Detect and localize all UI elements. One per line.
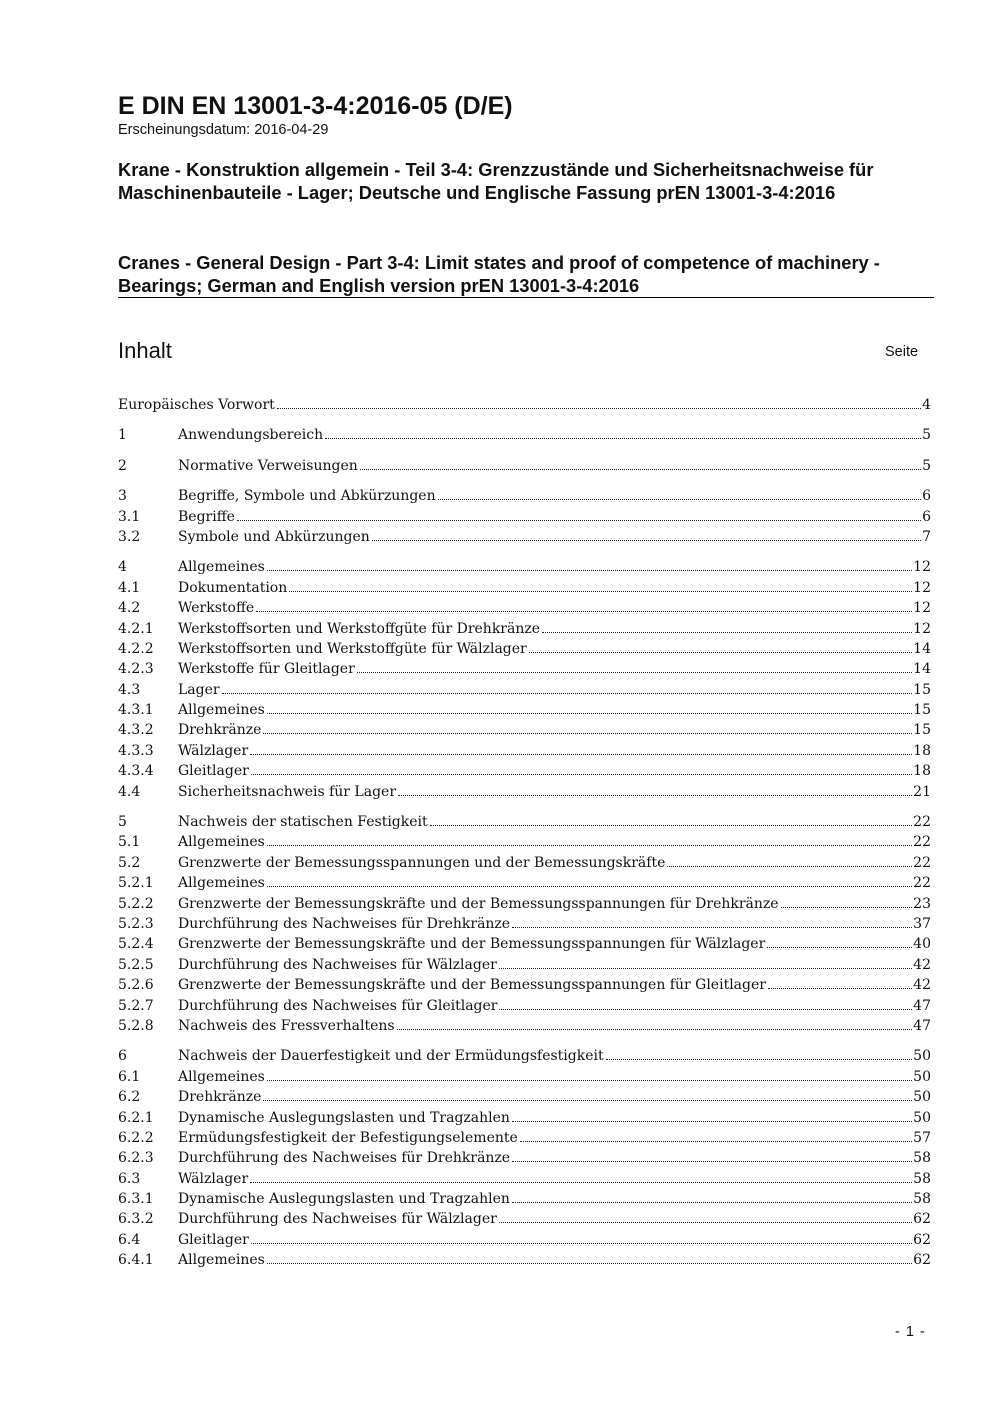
toc-entry-page: 4 bbox=[922, 397, 931, 413]
toc-entry-page: 47 bbox=[913, 1017, 931, 1034]
toc-entry-page: 42 bbox=[913, 977, 931, 994]
toc-entry-title: Durchführung des Nachweises für Gleitlager bbox=[178, 997, 498, 1014]
toc-entry-page: 18 bbox=[913, 763, 931, 780]
toc-entry-title: Grenzwerte der Bemessungskräfte und der Bemessungsspannungen für Gleitlager bbox=[178, 977, 766, 994]
toc-leader-dots bbox=[397, 1015, 913, 1030]
toc-entry[interactable] bbox=[118, 526, 931, 546]
toc-entry[interactable] bbox=[118, 760, 931, 780]
toc-leader-dots bbox=[499, 995, 912, 1010]
toc-entry-page: 6 bbox=[922, 508, 931, 525]
toc-entry-page: 12 bbox=[913, 559, 931, 576]
toc-entry-page: 22 bbox=[913, 834, 931, 851]
toc-entry[interactable] bbox=[118, 394, 931, 414]
toc-leader-dots bbox=[767, 933, 912, 948]
toc-entry-page: 12 bbox=[913, 620, 931, 637]
toc-entry-title: Dokumentation bbox=[178, 579, 288, 596]
toc-entry-number: 4.3 bbox=[118, 681, 141, 698]
toc-entry-number: 4.3.4 bbox=[118, 763, 154, 780]
toc-entry-title: Grenzwerte der Bemessungskräfte und der Bemessungsspannungen für Drehkränze bbox=[178, 895, 779, 912]
toc-entry[interactable] bbox=[118, 1168, 931, 1188]
toc-leader-dots bbox=[251, 1229, 912, 1244]
toc-entry-page: 18 bbox=[913, 742, 931, 759]
toc-entry-title: Durchführung des Nachweises für Wälzlager bbox=[178, 1211, 497, 1228]
toc-entry-page: 12 bbox=[913, 600, 931, 617]
toc-leader-dots bbox=[542, 618, 912, 633]
toc-entry-title: Nachweis der Dauerfestigkeit und der Ermüdungsfestigkeit bbox=[178, 1048, 604, 1065]
toc-entry-number: 5.2.2 bbox=[118, 895, 154, 912]
toc-heading: Inhalt bbox=[118, 338, 172, 363]
toc-leader-dots bbox=[277, 394, 921, 409]
toc-entry-number: 4 bbox=[118, 559, 127, 576]
toc-entry-number: 6.3 bbox=[118, 1170, 141, 1187]
toc-leader-dots bbox=[667, 852, 912, 867]
toc-entry-number: 4.2 bbox=[118, 600, 141, 617]
toc-leader-dots bbox=[267, 831, 912, 846]
toc-entry-title: Nachweis der statischen Festigkeit bbox=[178, 814, 428, 831]
toc-entry-page: 58 bbox=[913, 1150, 931, 1167]
toc-entry[interactable] bbox=[118, 1086, 931, 1106]
toc-entry[interactable] bbox=[118, 455, 931, 475]
toc-leader-dots bbox=[512, 1107, 912, 1122]
toc-entry-page: 14 bbox=[913, 661, 931, 678]
toc-leader-dots bbox=[512, 1188, 912, 1203]
toc-entry-page: 58 bbox=[913, 1170, 931, 1187]
toc-entry-title: Ermüdungsfestigkeit der Befestigungselemente bbox=[178, 1129, 518, 1146]
toc-leader-dots bbox=[520, 1127, 912, 1142]
toc-entry-number: 5.2.3 bbox=[118, 915, 154, 932]
toc-leader-dots bbox=[768, 974, 912, 989]
toc-leader-dots bbox=[251, 760, 912, 775]
toc-entry-number: 5.1 bbox=[118, 834, 141, 851]
toc-entry-title: Wälzlager bbox=[178, 1170, 249, 1187]
toc-entry-title: Begriffe, Symbole und Abkürzungen bbox=[178, 488, 436, 505]
toc-entry[interactable] bbox=[118, 597, 931, 617]
toc-entry-page: 40 bbox=[913, 936, 931, 953]
toc-entry-title: Anwendungsbereich bbox=[178, 427, 324, 444]
toc-entry-title: Allgemeines bbox=[178, 702, 265, 719]
toc-entry[interactable] bbox=[118, 1107, 931, 1127]
toc-leader-dots bbox=[781, 893, 913, 908]
toc-entry-number: 4.2.1 bbox=[118, 620, 154, 637]
toc-leader-dots bbox=[267, 1249, 912, 1264]
toc-entry-title: Werkstoffe für Gleitlager bbox=[178, 661, 355, 678]
toc-leader-dots bbox=[263, 1086, 912, 1101]
toc-leader-dots bbox=[438, 485, 921, 500]
toc-entry-number: 4.3.1 bbox=[118, 702, 154, 719]
toc-entry-number: 4.3.3 bbox=[118, 742, 154, 759]
toc-entry-title: Europäisches Vorwort bbox=[118, 397, 275, 413]
publication-date: Erscheinungsdatum: 2016-04-29 bbox=[118, 122, 329, 138]
toc-entry-number: 2 bbox=[118, 457, 127, 474]
toc-entry-page: 50 bbox=[913, 1048, 931, 1065]
toc-entry-number: 6.2.2 bbox=[118, 1129, 154, 1146]
toc-entry[interactable] bbox=[118, 556, 931, 576]
toc-entry-page: 23 bbox=[913, 895, 931, 912]
toc-entry-title: Allgemeines bbox=[178, 1252, 265, 1269]
toc-entry[interactable] bbox=[118, 1229, 931, 1249]
toc-leader-dots bbox=[430, 811, 913, 826]
toc-entry-title: Symbole und Abkürzungen bbox=[178, 528, 370, 545]
toc-entry-number: 6.4.1 bbox=[118, 1252, 154, 1269]
toc-entry-title: Gleitlager bbox=[178, 763, 249, 780]
toc-leader-dots bbox=[250, 740, 912, 755]
toc-entry[interactable] bbox=[118, 1015, 931, 1035]
toc-leader-dots bbox=[325, 424, 921, 439]
toc-entry-number: 5.2.6 bbox=[118, 977, 154, 994]
toc-entry-title: Normative Verweisungen bbox=[178, 457, 358, 474]
toc-leader-dots bbox=[267, 556, 912, 571]
toc-entry-number: 6.2.3 bbox=[118, 1150, 154, 1167]
toc-entry[interactable] bbox=[118, 506, 931, 526]
toc-entry-title: Dynamische Auslegungslasten und Tragzahlen bbox=[178, 1191, 510, 1208]
toc-entry-number: 6.4 bbox=[118, 1231, 141, 1248]
toc-entry[interactable] bbox=[118, 1147, 931, 1167]
toc-entry-number: 4.4 bbox=[118, 783, 141, 800]
toc-entry[interactable] bbox=[118, 1045, 931, 1065]
toc-entry-page: 62 bbox=[913, 1252, 931, 1269]
toc-entry-number: 5.2.1 bbox=[118, 875, 154, 892]
toc-entry[interactable] bbox=[118, 424, 931, 444]
toc-entry-title: Drehkränze bbox=[178, 1089, 262, 1106]
toc-entry-title: Nachweis des Fressverhaltens bbox=[178, 1017, 395, 1034]
toc-leader-dots bbox=[263, 719, 912, 734]
toc-leader-dots bbox=[512, 1147, 912, 1162]
toc-entry-title: Grenzwerte der Bemessungsspannungen und der Bemessungskräfte bbox=[178, 854, 666, 871]
toc-entry-page: 14 bbox=[913, 640, 931, 657]
toc-entry-title: Wälzlager bbox=[178, 742, 249, 759]
toc-entry-page: 5 bbox=[922, 427, 931, 444]
toc-entry-title: Dynamische Auslegungslasten und Tragzahlen bbox=[178, 1109, 510, 1126]
toc-leader-dots bbox=[499, 954, 912, 969]
toc-entry-title: Durchführung des Nachweises für Wälzlager bbox=[178, 956, 497, 973]
toc-entry-title: Allgemeines bbox=[178, 834, 265, 851]
toc-entry-page: 50 bbox=[913, 1089, 931, 1106]
toc-entry-number: 6.3.1 bbox=[118, 1191, 154, 1208]
toc-entry[interactable] bbox=[118, 740, 931, 760]
toc-leader-dots bbox=[250, 1168, 912, 1183]
toc-entry-number: 5.2.8 bbox=[118, 1017, 154, 1034]
toc-entry[interactable] bbox=[118, 954, 931, 974]
toc-entry-title: Gleitlager bbox=[178, 1231, 249, 1248]
toc-entry[interactable] bbox=[118, 485, 931, 505]
toc-entry[interactable] bbox=[118, 1208, 931, 1228]
toc-entry-title: Allgemeines bbox=[178, 1068, 265, 1085]
toc-entry-page: 15 bbox=[913, 722, 931, 739]
toc-entry[interactable] bbox=[118, 781, 931, 801]
toc-entry-number: 6.1 bbox=[118, 1068, 141, 1085]
toc-entry-number: 4.2.3 bbox=[118, 661, 154, 678]
toc-entry[interactable] bbox=[118, 1127, 931, 1147]
toc-entry[interactable] bbox=[118, 1249, 931, 1269]
toc-entry[interactable] bbox=[118, 893, 931, 913]
toc-entry-title: Allgemeines bbox=[178, 875, 265, 892]
toc-entry[interactable] bbox=[118, 699, 931, 719]
toc-entry-page: 42 bbox=[913, 956, 931, 973]
toc-leader-dots bbox=[512, 913, 912, 928]
toc-entry-page: 21 bbox=[913, 783, 931, 800]
toc-entry[interactable] bbox=[118, 719, 931, 739]
toc-entry-title: Werkstoffsorten und Werkstoffgüte für Drehkränze bbox=[178, 620, 541, 637]
toc-entry-number: 4.2.2 bbox=[118, 640, 154, 657]
toc-entry-title: Durchführung des Nachweises für Drehkränze bbox=[178, 915, 511, 932]
toc-entry-number: 5.2.7 bbox=[118, 997, 154, 1014]
toc-entry-title: Allgemeines bbox=[178, 559, 265, 576]
toc-entry-number: 3.1 bbox=[118, 508, 141, 525]
toc-entry[interactable] bbox=[118, 811, 931, 831]
toc-entry-page: 22 bbox=[913, 854, 931, 871]
toc-entry-page: 22 bbox=[913, 814, 931, 831]
toc-entry-title: Werkstoffsorten und Werkstoffgüte für Wälzlager bbox=[178, 640, 527, 657]
toc-leader-dots bbox=[222, 679, 913, 694]
toc-entry-number: 6.2 bbox=[118, 1089, 141, 1106]
toc-leader-dots bbox=[357, 658, 912, 673]
toc-entry-number: 3 bbox=[118, 488, 127, 505]
toc-entry-page: 57 bbox=[913, 1129, 931, 1146]
toc-entry-title: Drehkränze bbox=[178, 722, 262, 739]
toc-entry-title: Sicherheitsnachweis für Lager bbox=[178, 783, 397, 800]
toc-entry-page: 6 bbox=[922, 488, 931, 505]
toc-leader-dots bbox=[267, 872, 912, 887]
toc-entry-page: 50 bbox=[913, 1109, 931, 1126]
toc-entry[interactable] bbox=[118, 679, 931, 699]
toc-entry[interactable] bbox=[118, 831, 931, 851]
toc-entry-number: 4.1 bbox=[118, 579, 141, 596]
toc-entry-page: 5 bbox=[922, 457, 931, 474]
toc-entry[interactable] bbox=[118, 1066, 931, 1086]
toc-entry-page: 47 bbox=[913, 997, 931, 1014]
table-of-contents bbox=[118, 394, 931, 1270]
toc-entry-title: Durchführung des Nachweises für Drehkränze bbox=[178, 1150, 511, 1167]
toc-entry-number: 5.2.4 bbox=[118, 936, 154, 953]
toc-entry[interactable] bbox=[118, 577, 931, 597]
toc-leader-dots bbox=[267, 1066, 912, 1081]
toc-page-label: Seite bbox=[885, 344, 919, 360]
toc-entry-page: 58 bbox=[913, 1191, 931, 1208]
toc-entry[interactable] bbox=[118, 933, 931, 953]
toc-entry-title: Werkstoffe bbox=[178, 600, 255, 617]
toc-leader-dots bbox=[499, 1208, 912, 1223]
toc-leader-dots bbox=[398, 781, 912, 796]
title-divider bbox=[118, 297, 934, 298]
toc-entry-number: 3.2 bbox=[118, 528, 141, 545]
toc-entry-number: 5.2 bbox=[118, 854, 141, 871]
toc-entry-page: 15 bbox=[913, 702, 931, 719]
toc-leader-dots bbox=[529, 638, 912, 653]
toc-entry[interactable] bbox=[118, 658, 931, 678]
toc-entry-page: 62 bbox=[913, 1211, 931, 1228]
toc-entry[interactable] bbox=[118, 913, 931, 933]
toc-entry[interactable] bbox=[118, 638, 931, 658]
title-english: Cranes - General Design - Part 3-4: Limit states and proof of competence of machinery - Bearings; German and English version prEN 13001-3-4:2016 bbox=[118, 252, 880, 296]
toc-entry[interactable] bbox=[118, 872, 931, 892]
toc-entry-title: Lager bbox=[178, 681, 220, 698]
toc-entry-page: 22 bbox=[913, 875, 931, 892]
toc-entry-page: 7 bbox=[922, 528, 931, 545]
toc-entry-page: 50 bbox=[913, 1068, 931, 1085]
toc-entry-page: 15 bbox=[913, 681, 931, 698]
toc-leader-dots bbox=[289, 577, 912, 592]
toc-leader-dots bbox=[237, 506, 921, 521]
toc-entry-number: 4.3.2 bbox=[118, 722, 154, 739]
toc-leader-dots bbox=[256, 597, 912, 612]
toc-entry-page: 62 bbox=[913, 1231, 931, 1248]
document-id: E DIN EN 13001-3-4:2016-05 (D/E) bbox=[118, 92, 513, 120]
toc-entry[interactable] bbox=[118, 618, 931, 638]
toc-entry-number: 6 bbox=[118, 1048, 127, 1065]
toc-entry-title: Begriffe bbox=[178, 508, 235, 525]
toc-entry-number: 1 bbox=[118, 427, 127, 444]
toc-entry[interactable] bbox=[118, 852, 931, 872]
toc-entry[interactable] bbox=[118, 974, 931, 994]
toc-leader-dots bbox=[360, 455, 921, 470]
toc-entry-page: 12 bbox=[913, 579, 931, 596]
toc-entry-title: Grenzwerte der Bemessungskräfte und der Bemessungsspannungen für Wälzlager bbox=[178, 936, 766, 953]
toc-entry-number: 6.2.1 bbox=[118, 1109, 154, 1126]
toc-entry-page: 37 bbox=[913, 915, 931, 932]
toc-entry-number: 5 bbox=[118, 814, 127, 831]
toc-leader-dots bbox=[606, 1045, 913, 1060]
title-german: Krane - Konstruktion allgemein - Teil 3-4: Grenzzustände und Sicherheitsnachweise für Maschinenbauteile - Lager; Deutsche und Englische Fassung prEN 13001-3-4:2016 bbox=[118, 159, 874, 203]
toc-leader-dots bbox=[267, 699, 912, 714]
toc-leader-dots bbox=[372, 526, 921, 541]
page-number: - 1 - bbox=[895, 1324, 926, 1340]
toc-entry[interactable] bbox=[118, 1188, 931, 1208]
toc-entry-number: 6.3.2 bbox=[118, 1211, 154, 1228]
toc-entry[interactable] bbox=[118, 995, 931, 1015]
toc-entry-number: 5.2.5 bbox=[118, 956, 154, 973]
